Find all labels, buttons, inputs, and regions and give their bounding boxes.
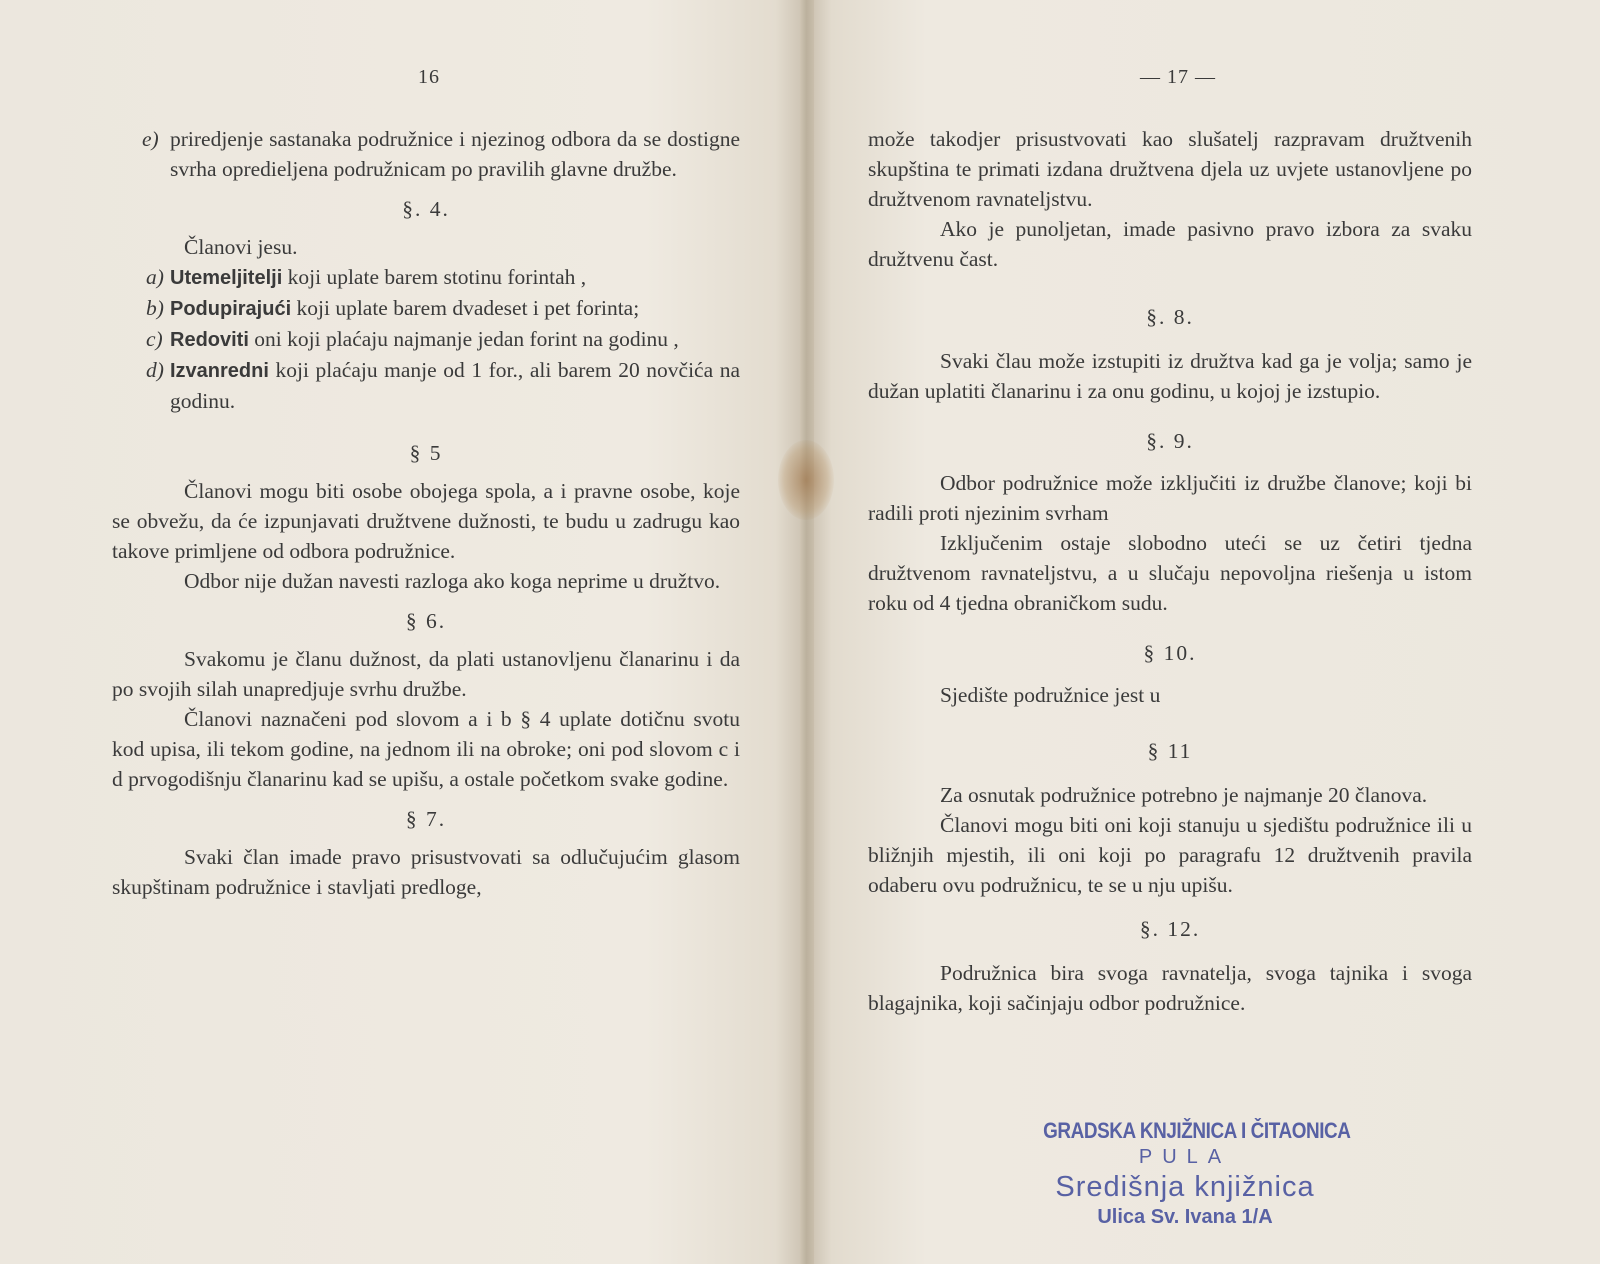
item-term: Podupirajući <box>170 298 292 320</box>
paragraph: Članovi mogu biti oni koji stanuju u sjedištu podružnice ili u bližnjih mjestih, ili oni koji po paragrafu 12 družtvenih pravila odaberu ovu podružnicu, te se u nju upišu. <box>868 813 1472 897</box>
list-item-a <box>112 262 740 293</box>
page-number: — 17 — <box>1140 66 1216 88</box>
right-page <box>808 0 1600 1264</box>
list-item-e <box>112 124 740 184</box>
paragraph: Svaki član imade pravo prisustvovati sa odlučujućim glasom skupštinam podružnice i stavljati predloge, <box>112 845 740 899</box>
item-term: Izvanredni <box>170 360 269 382</box>
paragraph: Ako je punoljetan, imade pasivno pravo izbora za svaku družtvenu čast. <box>868 217 1472 271</box>
section-heading-5: § 5 <box>409 441 443 465</box>
item-body: koji uplate barem dvadeset i pet forinta; <box>291 296 640 320</box>
stamp-line-city: PULA <box>1138 1146 1232 1168</box>
item-text: priredjenje sastanaka podružnice i njezinog odbora da se dostigne svrha opredieljena podružnicam po pravilih glavne družbe. <box>170 127 740 181</box>
item-text <box>170 293 740 324</box>
item-marker: b) <box>146 296 164 320</box>
library-stamp <box>1020 1118 1350 1229</box>
paragraph: Svakomu je članu dužnost, da plati ustanovljenu članarinu i da po svojih silah unapredjuje svrhu družbe. <box>112 647 740 701</box>
item-marker: d) <box>146 358 164 382</box>
item-text <box>170 324 740 355</box>
section-heading-4: §. 4. <box>402 197 450 221</box>
item-marker: c) <box>146 327 163 351</box>
stamp-line-branch: Središnja knjižnica <box>1055 1171 1315 1203</box>
list-item-d <box>112 355 740 416</box>
list-item-b <box>112 293 740 324</box>
paragraph: Izključenim ostaje slobodno uteći se uz četiri tjedna družtvenom ravnateljstvu, a u slučaju nepovoljna riešenja u istom roku od 4 tjedna obraničkom sudu. <box>868 531 1472 615</box>
paragraph: Svaki člau može izstupiti iz družtva kad ga je volja; samo je dužan uplatiti članarinu i za onu godinu, u kojoj je izstupio. <box>868 349 1472 403</box>
book-gutter <box>800 0 814 1264</box>
paragraph: Odbor nije dužan navesti razloga ako koga neprime u družtvo. <box>184 569 721 593</box>
item-text <box>170 355 740 416</box>
section-heading-12: §. 12. <box>1139 917 1201 941</box>
section-heading-8: §. 8. <box>1146 305 1194 329</box>
paragraph: Odbor podružnice može izključiti iz družbe članove; koji bi radili proti njezinim svrham <box>868 471 1472 525</box>
stamp-line-address: Ulica Sv. Ivana 1/A <box>1097 1206 1273 1228</box>
item-body: koji plaćaju manje od 1 for., ali barem 20 novčića na godinu. <box>170 358 740 413</box>
item-marker: e) <box>142 127 159 151</box>
section-heading-6: § 6. <box>405 609 447 633</box>
list-item-c <box>112 324 740 355</box>
paragraph: Sjedište podružnice jest u <box>940 683 1161 707</box>
page-number: 16 <box>418 66 440 88</box>
item-term: Redoviti <box>170 329 249 351</box>
paragraph: Članovi jesu. <box>184 235 298 259</box>
paragraph: Podružnica bira svoga ravnatelja, svoga tajnika i svoga blagajnika, koji sačinjaju odbor podružnice. <box>868 961 1472 1015</box>
item-body: oni koji plaćaju najmanje jedan forint na godinu , <box>248 327 679 351</box>
paragraph: Članovi naznačeni pod slovom a i b § 4 uplate dotičnu svotu kod upisa, ili tekom godine, na jednom ili na obroke; oni pod slovom c i d prvogodišnju članarinu kad se upišu, a ostale početkom svake godine. <box>112 707 740 791</box>
stamp-line-institution: GRADSKA KNJIŽNICA I ČITAONICA <box>1043 1118 1351 1143</box>
section-heading-7: § 7. <box>405 807 447 831</box>
left-page-text <box>112 124 740 902</box>
section-heading-10: § 10. <box>1143 641 1197 665</box>
item-marker: a) <box>146 265 164 289</box>
paragraph: Članovi mogu biti osobe obojega spola, a i pravne osobe, koje se obvežu, da će izpunjavati družtvene dužnosti, te budu u zadrugu kao takove primljene od odbora podružnice. <box>112 479 740 563</box>
item-term: Utemeljitelji <box>170 267 283 289</box>
right-page-text <box>868 124 1472 1018</box>
item-body: koji uplate barem stotinu forintah , <box>282 265 587 289</box>
paragraph: može takodjer prisustvovati kao slušatelj razpravam družtvenih skupština te primati izdana družtvena djela uz uvjete ustanovljene po družtvenom ravnateljstvu. <box>868 127 1472 211</box>
item-text <box>170 262 740 293</box>
section-heading-11: § 11 <box>1147 739 1193 763</box>
section-heading-9: §. 9. <box>1146 429 1194 453</box>
paper-stain <box>778 440 834 520</box>
paragraph: Za osnutak podružnice potrebno je najmanje 20 članova. <box>940 783 1428 807</box>
